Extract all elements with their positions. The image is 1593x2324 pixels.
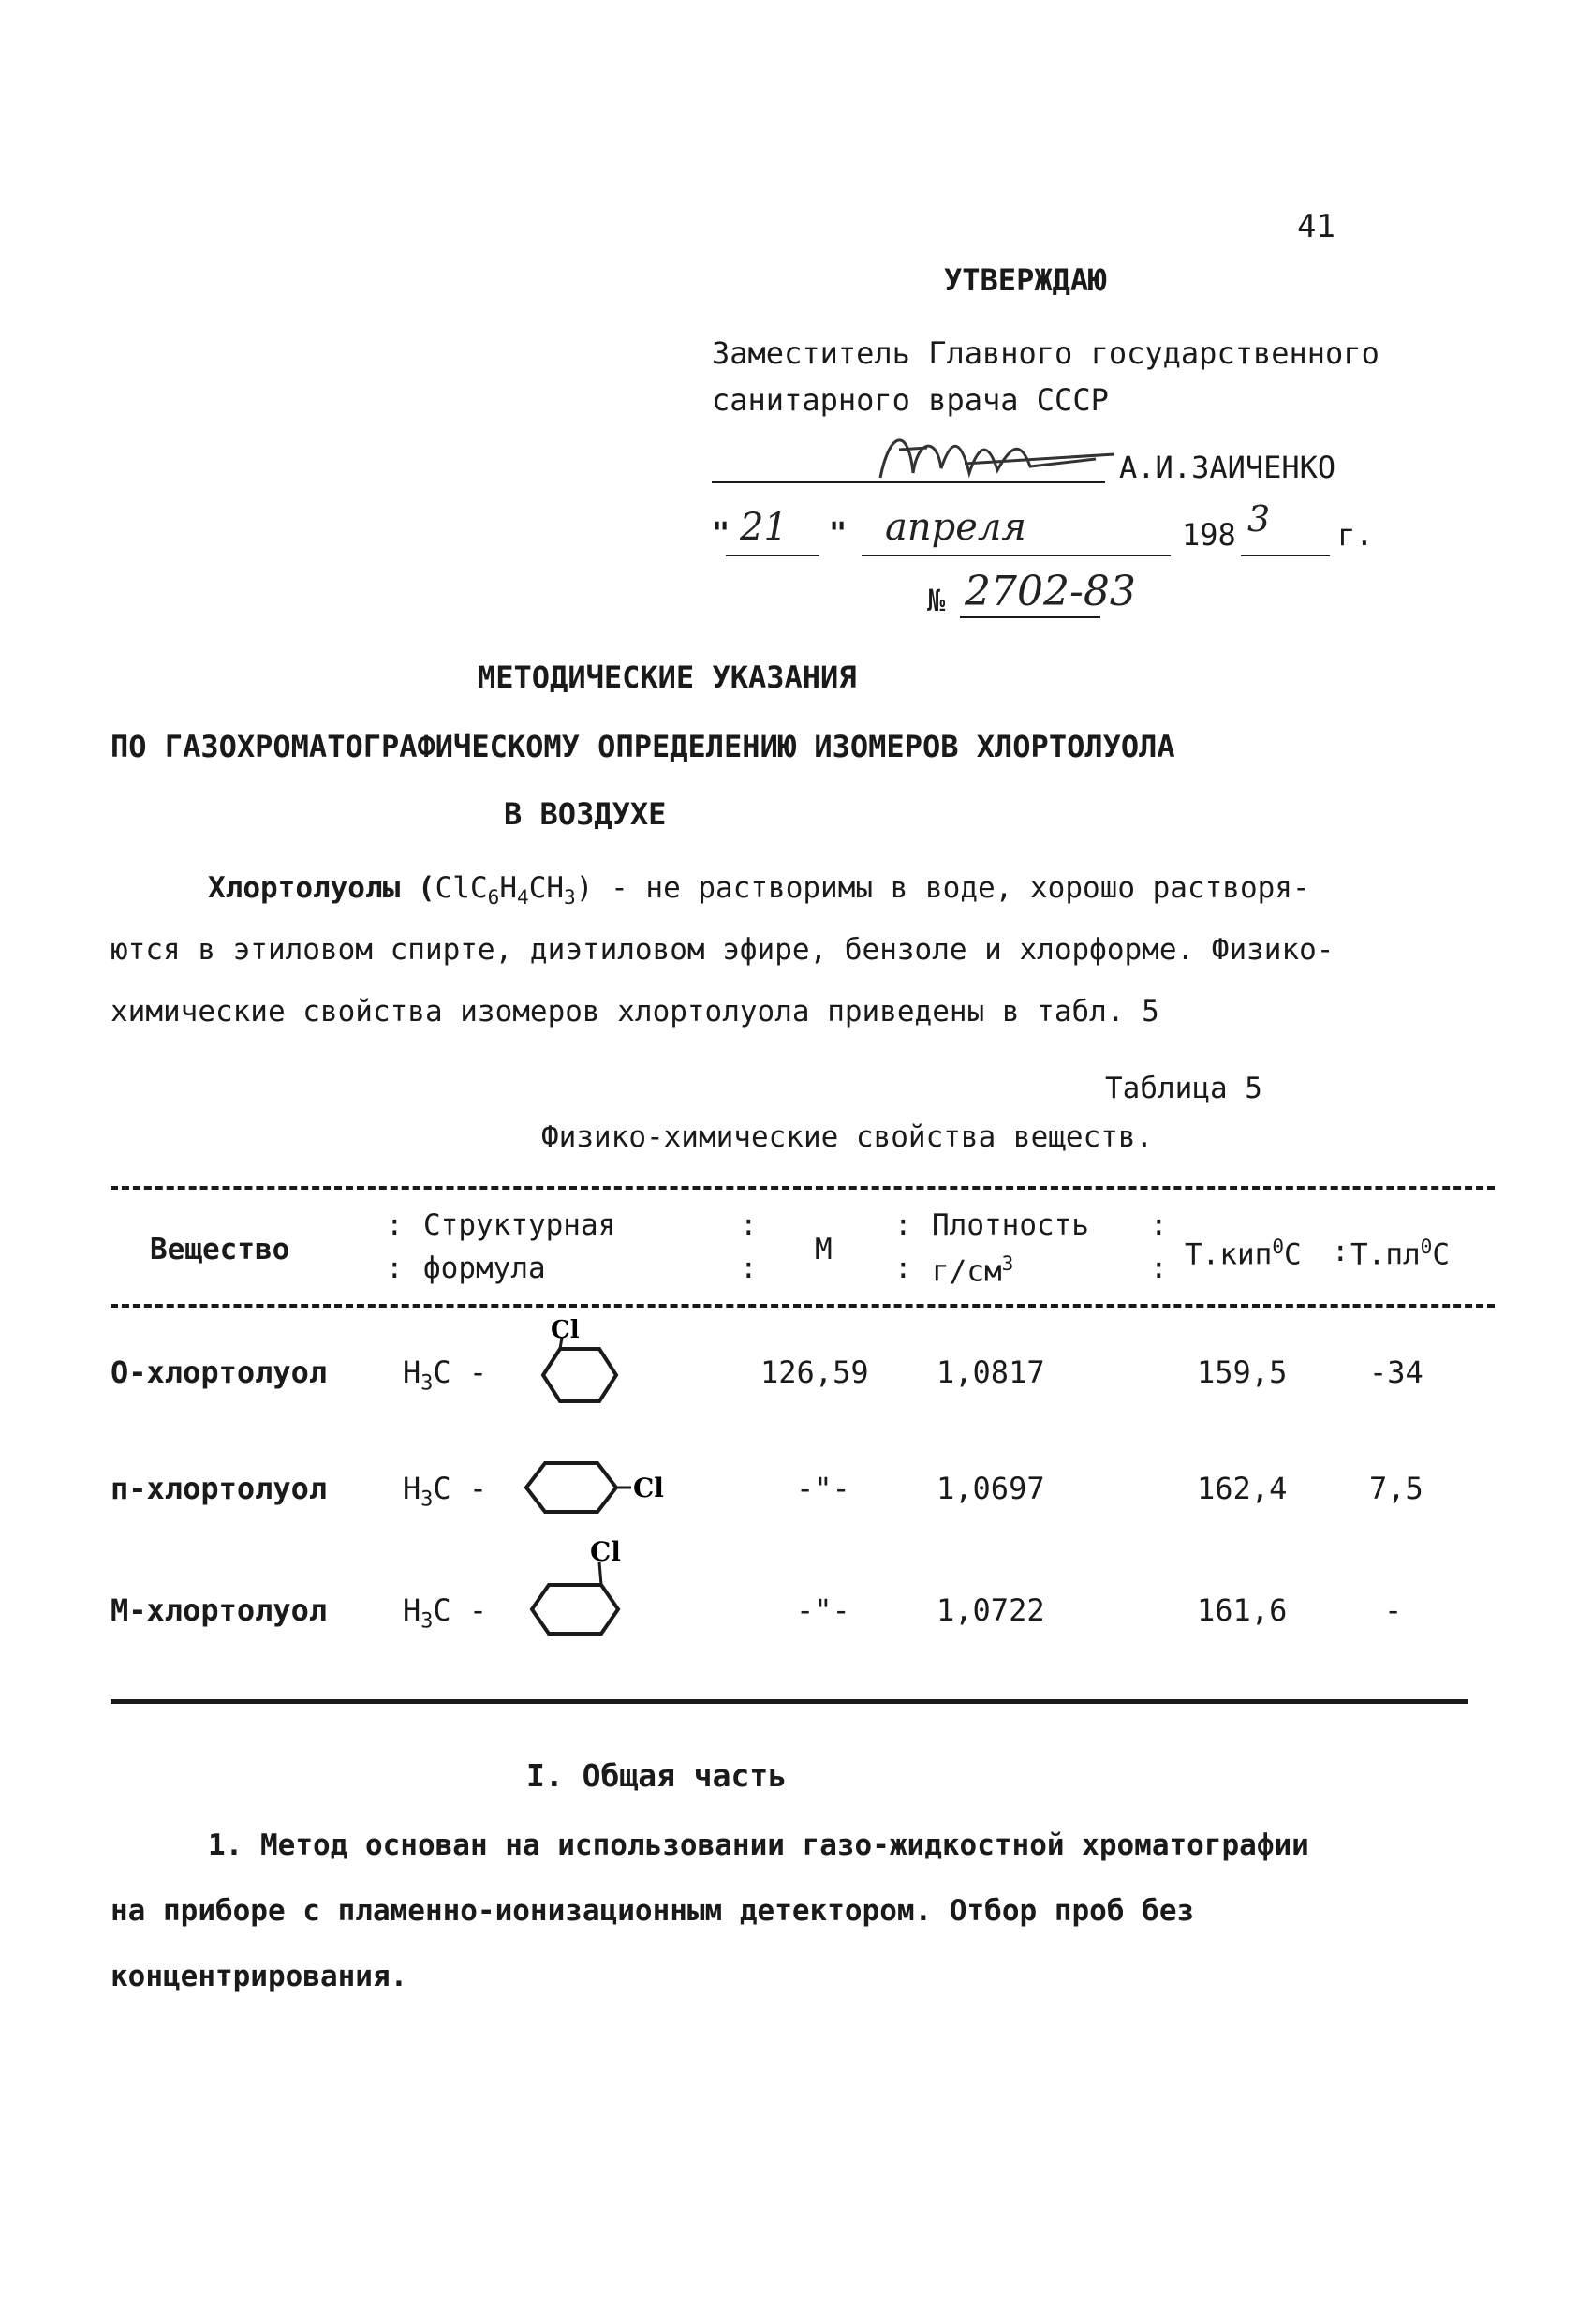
date-month-line [862,555,1171,556]
header-sep: : [1332,1235,1350,1268]
row1-cl-label: Cl [551,1317,580,1344]
intro-line2: ются в этиловом спирте, диэтиловом эфире, бензоле и хлорформе. Физико- [111,933,1335,967]
date-open-quote: " [712,515,730,551]
row3-structure [523,1534,654,1647]
header-density-line1: Плотность [932,1208,1089,1242]
intro-line1-rest: ) - не растворимы в воде, хорошо растворя- [575,871,1310,905]
document-title-line2: ПО ГАЗОХРОМАТОГРАФИЧЕСКОМУ ОПРЕДЕЛЕНИЮ ИЗОМЕРОВ ХЛОРТОЛУОЛА [111,729,1175,764]
benzene-ring-icon [526,1463,616,1512]
table-label: Таблица 5 [1105,1072,1262,1105]
header-formula-line2: формула [423,1251,546,1285]
intro-line1 [208,871,1310,909]
row3-mass: -"- [796,1592,850,1628]
approver-name: А.И.ЗАИЧЕНКО [1119,450,1336,485]
header-substance: Вещество [150,1233,290,1266]
date-day-line [726,555,819,556]
registration-number: 2702-83 [965,568,1136,615]
header-formula-line1: Структурная [423,1208,616,1242]
date-close-quote: " [829,515,848,551]
header-melting: $Т.пл^0С$ [1350,1235,1451,1272]
header-sep: : [894,1208,912,1242]
header-sep: : [740,1208,758,1242]
page-number: 41 [1297,208,1335,245]
row2-boiling: 162,4 [1197,1471,1288,1506]
formula-c: C [469,871,488,905]
section-paragraph-line1: 1. Метод основан на использовании газо-жидкостной хроматографии [208,1828,1309,1862]
table-top-rule [111,1186,1495,1190]
row3-cl-label: Cl [590,1536,621,1567]
date-year-prefix: 198 [1182,517,1236,553]
header-boiling: Т.кип$^0$С [1185,1235,1302,1272]
formula-cl: Cl [435,871,470,905]
table-bottom-rule [111,1699,1468,1704]
benzene-ring-icon [532,1585,618,1634]
row2-mass: -"- [796,1471,850,1506]
intro-term: Хлортолуолы ( [208,871,435,905]
row2-cl-label: Cl [633,1473,664,1503]
approval-position-line1: Заместитель Главного государственного [712,335,1379,371]
header-mass: М [815,1233,833,1266]
row2-structure [523,1450,691,1525]
header-sep: : [386,1251,404,1285]
row1-mass: 126,59 [760,1354,869,1390]
row1-boiling: 159,5 [1197,1354,1288,1390]
row2-formula-prefix: $H_3C$ - [403,1471,488,1512]
header-density-line2: $г/см^3$ [932,1251,1014,1289]
row2-substance: п-хлортолуол [111,1471,328,1506]
row1-density: 1,0817 [937,1354,1045,1390]
table-caption: Физико-химические свойства веществ. [541,1120,1154,1154]
header-sep: : [894,1251,912,1285]
row2-melting: 7,5 [1369,1471,1423,1506]
formula-h: H [499,871,518,905]
formula-sub-6: 6 [487,885,500,910]
row1-melting: -34 [1369,1354,1423,1390]
row3-boiling: 161,6 [1197,1592,1288,1628]
document-title-line3: В ВОЗДУХЕ [504,796,667,832]
header-sep: : [386,1208,404,1242]
date-year-suffix: г. [1337,517,1374,553]
row3-density: 1,0722 [937,1592,1045,1628]
signature [871,422,1133,492]
row3-formula-prefix: $H_3C$ - [403,1592,488,1634]
date-year-digit: 3 [1247,498,1271,540]
date-month: апреля [885,506,1026,549]
row2-density: 1,0697 [937,1471,1045,1506]
header-sep: : [1150,1208,1168,1242]
row1-substance: О-хлортолуол [111,1354,328,1390]
section-heading: I. Общая часть [526,1757,788,1794]
row3-melting: - [1384,1592,1403,1628]
row1-formula-prefix: $H_3C$ - [403,1354,488,1396]
header-sep: : [740,1251,758,1285]
registration-number-label: № [927,583,946,618]
formula-ch: CH [528,871,565,905]
formula-sub-3: 3 [564,885,576,910]
section-paragraph-line2: на приборе с пламенно-ионизационным детектором. Отбор проб без [111,1894,1195,1928]
date-year-line [1241,555,1330,556]
row3-substance: М-хлортолуол [111,1592,328,1628]
date-day: 21 [740,506,788,549]
header-sep: : [1150,1251,1168,1285]
registration-number-line [960,616,1100,618]
approval-position-line2: санитарного врача СССР [712,382,1109,418]
document-title-line1: МЕТОДИЧЕСКИЕ УКАЗАНИЯ [478,659,857,695]
approval-heading: УТВЕРЖДАЮ [944,262,1107,298]
benzene-ring-icon [543,1349,616,1401]
section-paragraph-line3: концентрирования. [111,1960,408,1993]
formula-sub-4: 4 [517,885,529,910]
table-header-rule [111,1304,1495,1308]
row1-structure [523,1317,635,1411]
intro-line3: химические свойства изомеров хлортолуола приведены в табл. 5 [111,995,1159,1029]
